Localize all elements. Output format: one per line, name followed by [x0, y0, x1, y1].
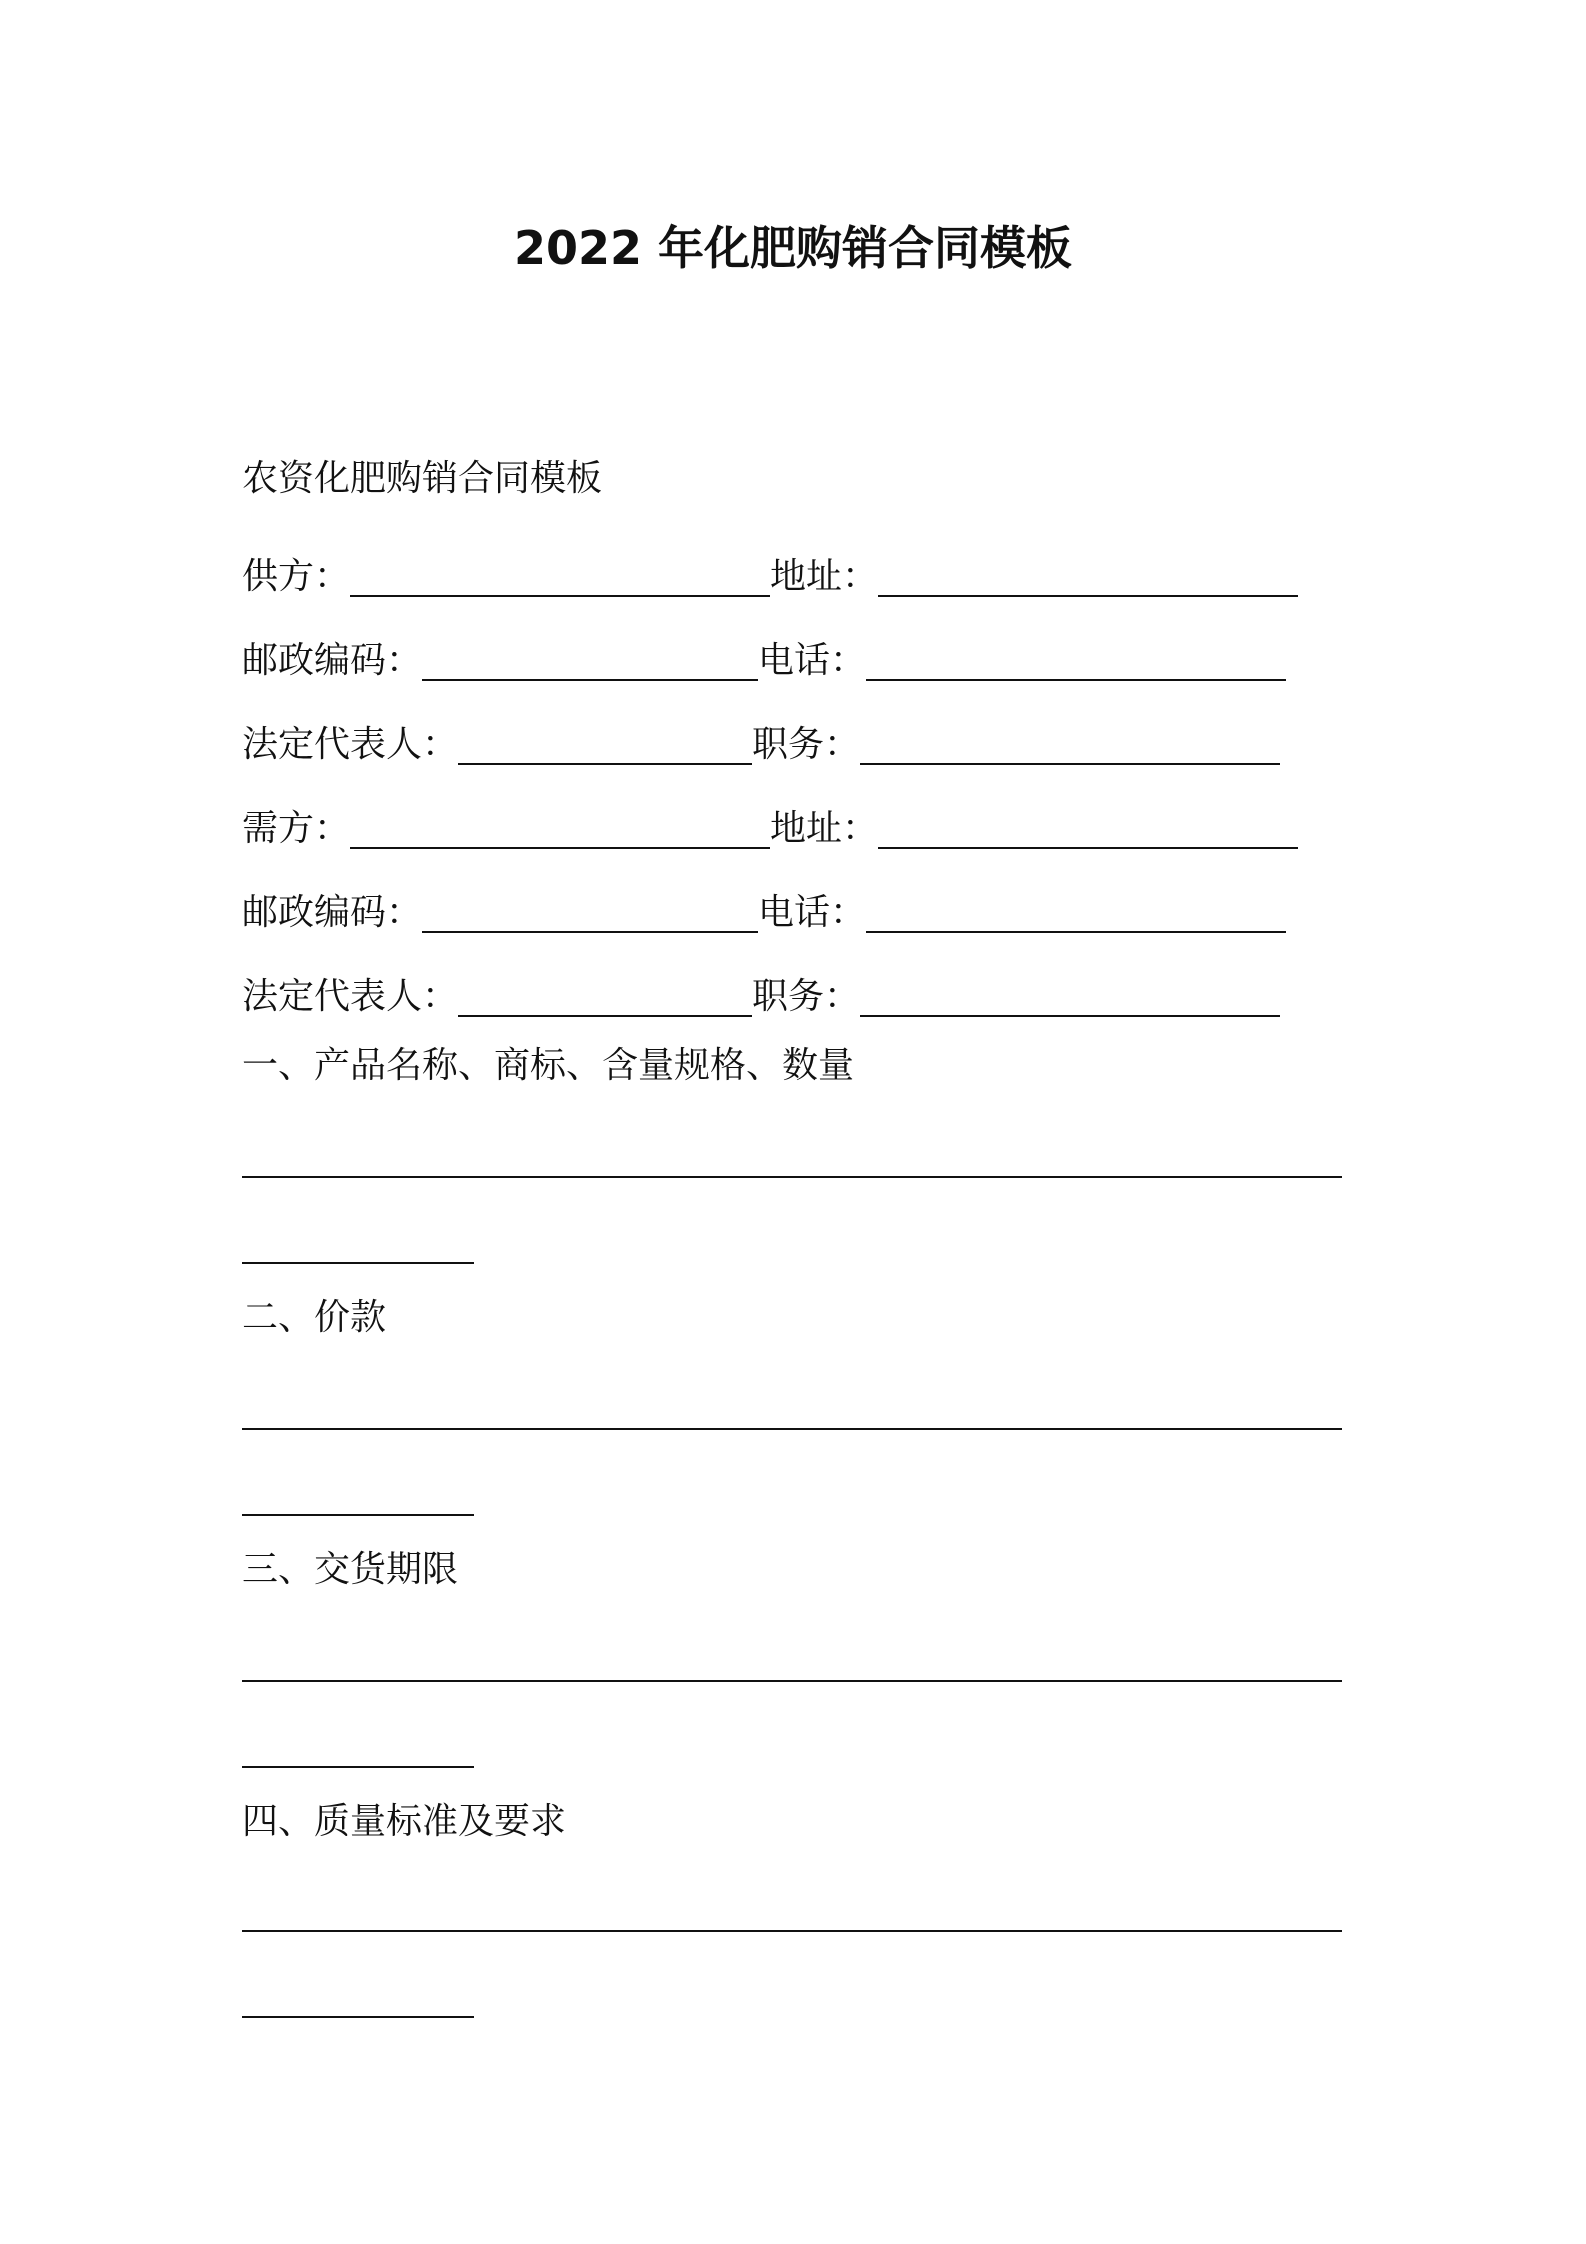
- section-product-blank-line-end[interactable]: [242, 1262, 474, 1264]
- section-quality-blank-line[interactable]: [242, 1930, 1342, 1932]
- supplier-postcode-row: [242, 629, 1286, 685]
- buyer-postcode-row: [242, 881, 1286, 937]
- buyer-legal-rep-row: [242, 965, 1280, 1021]
- section-delivery-blank-line-end[interactable]: [242, 1766, 474, 1768]
- buyer-position-blank[interactable]: [860, 977, 1280, 1017]
- section-price-blank-line[interactable]: [242, 1428, 1342, 1430]
- buyer-position-label: 职务：: [752, 976, 861, 1017]
- section-quality-blank-line-end[interactable]: [242, 2016, 474, 2018]
- supplier-legal-rep-blank[interactable]: [458, 725, 752, 765]
- buyer-postcode-label: 邮政编码：: [242, 892, 423, 933]
- document-title: 2022 年化肥购销合同模板: [513, 221, 1073, 275]
- supplier-postcode-blank[interactable]: [422, 641, 758, 681]
- section-delivery-blank-line[interactable]: [242, 1680, 1342, 1682]
- buyer-address-label: 地址：: [770, 808, 879, 849]
- supplier-legal-rep-row: [242, 713, 1280, 769]
- buyer-legal-rep-blank[interactable]: [458, 977, 752, 1017]
- supplier-address-blank[interactable]: [878, 557, 1298, 597]
- document-subtitle: 农资化肥购销合同模板: [242, 458, 603, 499]
- buyer-phone-blank[interactable]: [866, 893, 1286, 933]
- supplier-party-label: 供方：: [242, 556, 351, 597]
- supplier-position-label: 职务：: [752, 724, 861, 765]
- buyer-party-label: 需方：: [242, 808, 351, 849]
- buyer-legal-rep-label: 法定代表人：: [242, 976, 459, 1017]
- section-product-blank-line[interactable]: [242, 1176, 1342, 1178]
- section-price-blank-line-end[interactable]: [242, 1514, 474, 1516]
- section-heading-price: 二、价款: [242, 1297, 387, 1338]
- buyer-party-blank[interactable]: [350, 809, 770, 849]
- supplier-position-blank[interactable]: [860, 725, 1280, 765]
- buyer-address-blank[interactable]: [878, 809, 1298, 849]
- supplier-party-row: [242, 545, 1298, 601]
- supplier-phone-label: 电话：: [758, 640, 867, 681]
- section-heading-product: 一、产品名称、商标、含量规格、数量: [242, 1045, 855, 1086]
- section-heading-delivery: 三、交货期限: [242, 1549, 459, 1590]
- section-heading-quality: 四、质量标准及要求: [242, 1801, 567, 1842]
- buyer-phone-label: 电话：: [758, 892, 867, 933]
- supplier-party-blank[interactable]: [350, 557, 770, 597]
- supplier-postcode-label: 邮政编码：: [242, 640, 423, 681]
- buyer-party-row: [242, 797, 1298, 853]
- buyer-postcode-blank[interactable]: [422, 893, 758, 933]
- supplier-phone-blank[interactable]: [866, 641, 1286, 681]
- supplier-legal-rep-label: 法定代表人：: [242, 724, 459, 765]
- supplier-address-label: 地址：: [770, 556, 879, 597]
